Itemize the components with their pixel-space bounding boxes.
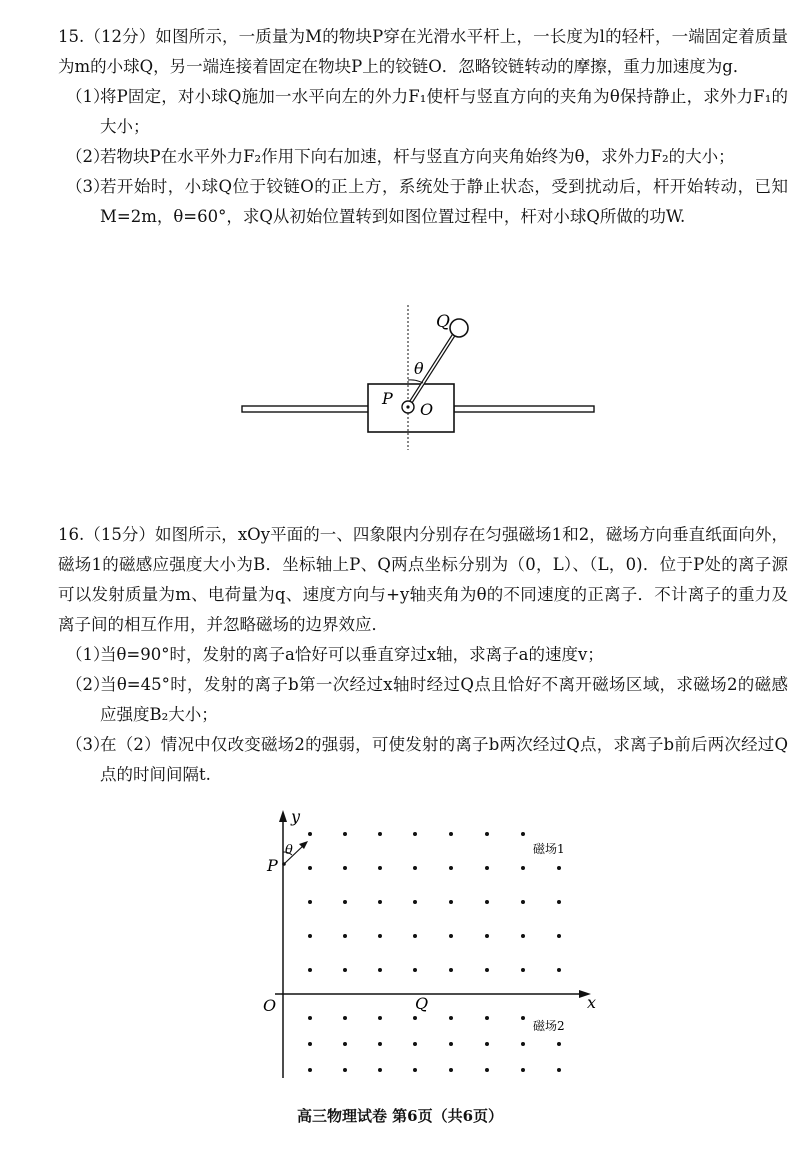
page-footer: 高三物理试卷 第6页（共6页） xyxy=(296,1107,504,1125)
field-dot xyxy=(521,968,525,972)
field-dot xyxy=(449,934,453,938)
field-dot xyxy=(413,1016,417,1020)
field-dot xyxy=(308,968,312,972)
field-dot xyxy=(378,900,382,904)
label-theta: θ xyxy=(414,359,424,378)
label-o: O xyxy=(420,400,434,419)
field-dot xyxy=(378,934,382,938)
field-dot xyxy=(343,1068,347,1072)
field-dot xyxy=(485,968,489,972)
field-dot xyxy=(485,1042,489,1046)
field-dot xyxy=(343,1042,347,1046)
field-dot xyxy=(557,934,561,938)
part-text: 在（2）情况中仅改变磁场2的强弱，可使发射的离子b两次经过Q点，求离子b前后两次经过Q点的时间间隔t. xyxy=(100,735,788,784)
figure-16 xyxy=(255,808,605,1098)
field-dot xyxy=(308,832,312,836)
problem-16-part-3 xyxy=(66,730,788,790)
field-dots xyxy=(308,832,561,1072)
y-axis-arrow xyxy=(279,810,287,822)
field-dot xyxy=(449,1042,453,1046)
part-text: 当θ=45°时，发射的离子b第一次经过x轴时经过Q点且恰好不离开磁场区域，求磁场2的磁感应强度B₂大小； xyxy=(100,675,788,724)
part-number: （3） xyxy=(66,177,110,196)
figure-15 xyxy=(230,300,610,470)
label-q: Q xyxy=(415,994,429,1013)
field-dot xyxy=(485,900,489,904)
field-dot xyxy=(343,1016,347,1020)
problem-16-part-1 xyxy=(66,640,788,670)
field-dot xyxy=(413,1042,417,1046)
field-dot xyxy=(557,866,561,870)
problem-16-intro: 16.（15分）如图所示，xOy平面的一、四象限内分别存在匀强磁场1和2，磁场方向垂直纸面向外，磁场1的磁感应强度大小为B．坐标轴上P、Q两点坐标分别为（0，L）、（L，0)．位于P处的离子源可以发射质量为m、电荷量为q、速度方向与+y轴夹角为θ的不同速度的正离子．不计离子的重力及离子间的相互作用，并忽略磁场的边界效应． xyxy=(58,525,788,634)
field-dot xyxy=(557,900,561,904)
field-dot xyxy=(485,1068,489,1072)
field-dot xyxy=(485,934,489,938)
rod-block-diagram xyxy=(230,300,610,460)
field-dot xyxy=(308,1016,312,1020)
label-p: P xyxy=(267,856,278,875)
field-dot xyxy=(378,968,382,972)
label-x: x xyxy=(587,993,597,1012)
field-dot xyxy=(413,832,417,836)
field-dot xyxy=(413,900,417,904)
problem-15-part-2 xyxy=(66,142,788,172)
label-theta: θ xyxy=(285,843,293,858)
part-text: 当θ=90°时，发射的离子a恰好可以垂直穿过x轴，求离子a的速度v； xyxy=(100,645,604,664)
problem-16 xyxy=(58,520,788,790)
field-dot xyxy=(521,934,525,938)
field-dot xyxy=(449,900,453,904)
point-p xyxy=(282,862,286,866)
part-text: 将P固定，对小球Q施加一水平向左的外力F₁使杆与竖直方向的夹角为θ保持静止，求外力F₁的大小； xyxy=(100,87,788,136)
problem-15-part-1 xyxy=(66,82,788,142)
part-text: 若开始时，小球Q位于铰链O的正上方，系统处于静止状态，受到扰动后，杆开始转动，已知M=2m，θ=60°，求Q从初始位置转到如图位置过程中，杆对小球Q所做的功W. xyxy=(100,177,788,226)
magnetic-field-diagram xyxy=(255,808,605,1088)
field-dot xyxy=(557,1042,561,1046)
field-dot xyxy=(308,900,312,904)
field-dot xyxy=(557,1068,561,1072)
field-dot xyxy=(413,934,417,938)
field-dot xyxy=(413,968,417,972)
field-dot xyxy=(343,900,347,904)
field-dot xyxy=(343,968,347,972)
field-dot xyxy=(521,1042,525,1046)
field-dot xyxy=(378,1068,382,1072)
field-dot xyxy=(449,866,453,870)
part-number: （2） xyxy=(66,147,110,166)
field-dot xyxy=(521,832,525,836)
problem-15-intro: 15.（12分）如图所示，一质量为M的物块P穿在光滑水平杆上，一长度为l的轻杆，一端固定着质量为m的小球Q，另一端连接着固定在物块P上的铰链O．忽略铰链转动的摩擦，重力加速度为g． xyxy=(58,27,788,76)
field-dot xyxy=(308,1068,312,1072)
horizontal-rod-right xyxy=(454,406,594,412)
field-dot xyxy=(413,866,417,870)
field-dot xyxy=(413,1068,417,1072)
field-dot xyxy=(521,1068,525,1072)
ball-q xyxy=(450,319,468,337)
field-dot xyxy=(521,1016,525,1020)
field-dot xyxy=(343,832,347,836)
field-dot xyxy=(485,866,489,870)
field-dot xyxy=(449,832,453,836)
label-p: P xyxy=(382,389,393,408)
field-dot xyxy=(485,1016,489,1020)
field-dot xyxy=(449,1016,453,1020)
label-o: O xyxy=(263,996,277,1015)
field-dot xyxy=(378,866,382,870)
problem-15-part-3 xyxy=(66,172,788,232)
part-text: 若物块P在水平外力F₂作用下向右加速，杆与竖直方向夹角始终为θ，求外力F₂的大小； xyxy=(100,147,735,166)
field-dot xyxy=(378,832,382,836)
field-dot xyxy=(521,866,525,870)
part-number: （2） xyxy=(66,675,110,694)
horizontal-rod-left xyxy=(242,406,370,412)
problem-16-part-2 xyxy=(66,670,788,730)
field-dot xyxy=(308,866,312,870)
label-field-1: 磁场1 xyxy=(533,842,565,856)
label-q: Q xyxy=(436,312,450,332)
field-dot xyxy=(449,1068,453,1072)
field-dot xyxy=(343,934,347,938)
part-number: （1） xyxy=(66,87,110,106)
label-y: y xyxy=(291,808,301,826)
field-dot xyxy=(308,1042,312,1046)
field-dot xyxy=(449,968,453,972)
field-dot xyxy=(557,968,561,972)
field-dot xyxy=(343,866,347,870)
problem-15 xyxy=(58,22,788,232)
label-field-2: 磁场2 xyxy=(533,1019,565,1033)
field-dot xyxy=(485,832,489,836)
part-number: （3） xyxy=(66,735,110,754)
field-dot xyxy=(308,934,312,938)
hinge-center xyxy=(406,405,409,408)
part-number: （1） xyxy=(66,645,110,664)
angle-arc xyxy=(408,380,423,383)
field-dot xyxy=(378,1042,382,1046)
field-dot xyxy=(521,900,525,904)
field-dot xyxy=(378,1016,382,1020)
